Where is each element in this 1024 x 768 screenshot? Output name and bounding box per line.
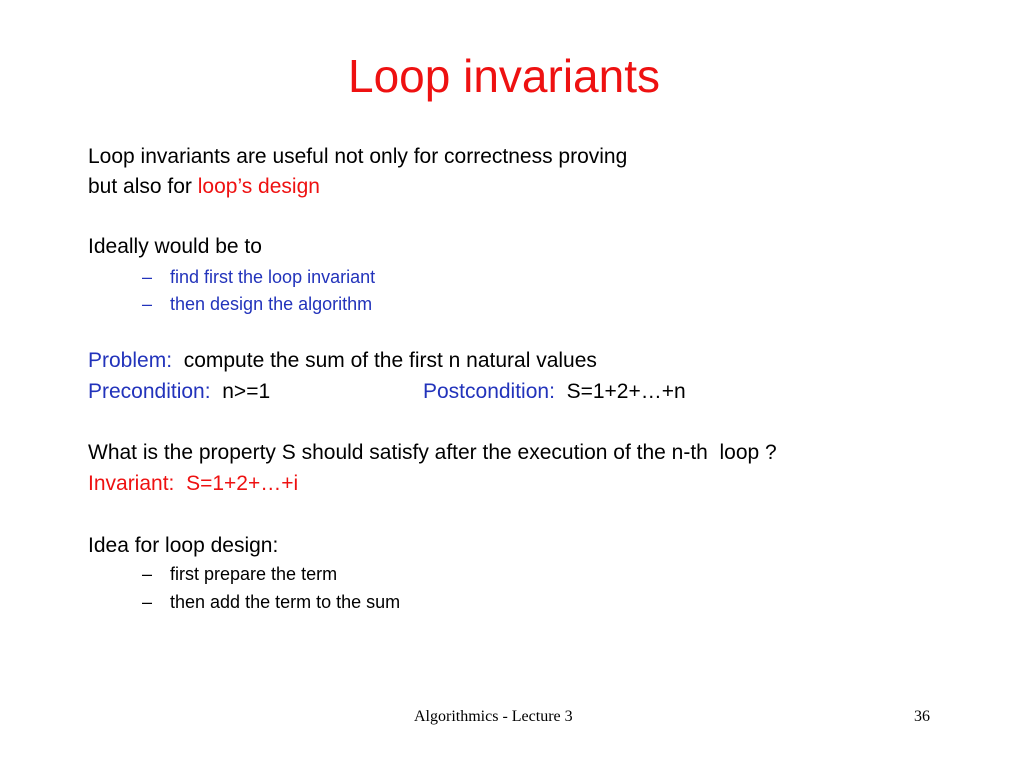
ideal-item-text: find first the loop invariant	[170, 267, 376, 287]
design-item-text: first prepare the term	[170, 564, 338, 584]
problem-text: compute the sum of the first n natural values	[183, 349, 597, 372]
design-heading: Idea for loop design:	[88, 534, 279, 557]
invariant-line	[88, 471, 298, 497]
intro-prefix: but also for	[88, 175, 198, 198]
precondition-value: n>=1	[222, 380, 271, 403]
ideal-item-1	[142, 266, 375, 288]
postcondition-line	[423, 379, 686, 405]
design-item-2	[142, 591, 400, 613]
intro-highlight: loop’s design	[197, 175, 320, 198]
slide-title: Loop invariants	[348, 50, 660, 102]
postcondition-value: S=1+2+…+n	[566, 380, 686, 403]
slide-number: 36	[914, 708, 930, 725]
design-item-1	[142, 563, 337, 585]
postcondition-label: Postcondition:	[423, 380, 555, 403]
dash-bullet: –	[142, 267, 153, 287]
precondition-line	[88, 379, 270, 405]
ideal-item-text: then design the algorithm	[170, 294, 373, 314]
dash-bullet: –	[142, 592, 153, 612]
question-text: What is the property S should satisfy after the execution of the n-th loop ?	[88, 441, 777, 464]
invariant-label: Invariant:	[88, 472, 175, 495]
intro-line-1: Loop invariants are useful not only for correctness proving	[88, 145, 628, 168]
problem-line	[88, 348, 597, 374]
footer-lecture: Algorithmics - Lecture 3	[414, 708, 573, 725]
intro-line-2	[88, 174, 320, 200]
problem-label: Problem:	[88, 349, 173, 372]
dash-bullet: –	[142, 564, 153, 584]
design-item-text: then add the term to the sum	[170, 592, 401, 612]
dash-bullet: –	[142, 294, 153, 314]
precondition-label: Precondition:	[88, 380, 211, 403]
ideal-heading: Ideally would be to	[88, 235, 262, 258]
invariant-value: S=1+2+…+i	[186, 472, 299, 495]
ideal-item-2	[142, 293, 372, 315]
